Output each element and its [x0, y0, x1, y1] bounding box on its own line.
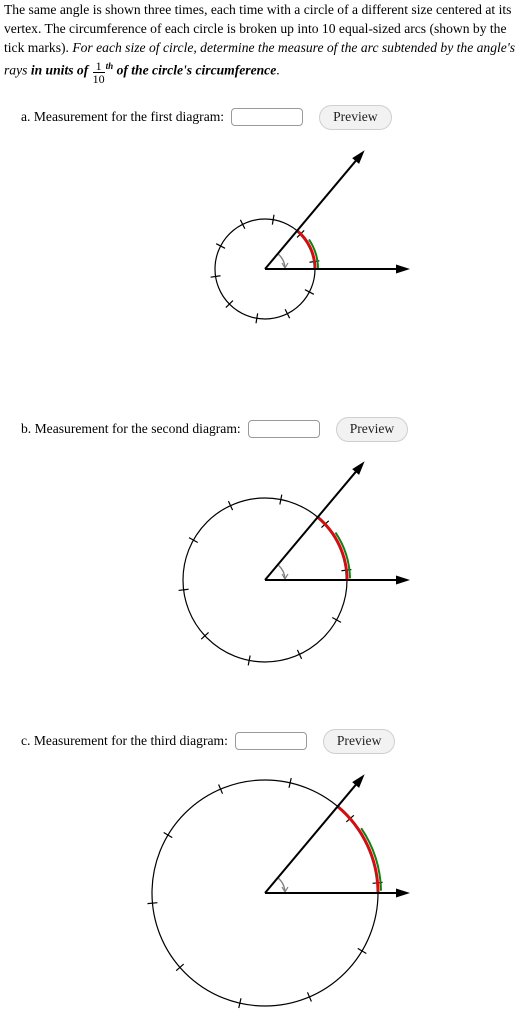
answer-a-input[interactable]: [231, 108, 303, 126]
tick-mark: [358, 948, 367, 953]
question-c-label: c. Measurement for the third diagram:: [21, 733, 228, 748]
tick-mark: [189, 538, 198, 543]
intro-bold-text-1: in units of: [30, 62, 89, 78]
tick-mark: [179, 589, 189, 590]
tick-mark: [216, 244, 225, 249]
question-b-label: b. Measurement for the second diagram:: [21, 421, 241, 436]
intro-end: .: [276, 62, 280, 78]
fraction-denominator: 10: [92, 71, 105, 86]
fraction-numerator: 1: [93, 60, 105, 73]
tick-mark: [297, 650, 301, 659]
horizontal-ray-arrowhead: [396, 889, 410, 898]
intro-text: The same angle is shown three times, each time with a circle of a different size centered at its vertex. The circumference of each circle is broken up into 10 equal-sized arcs (shown by the tick marks).: [4, 2, 512, 55]
tick-mark: [305, 290, 314, 295]
tick-mark: [332, 617, 341, 622]
answer-b-input[interactable]: [248, 420, 320, 438]
red-arc: [297, 231, 315, 269]
answer-c-input[interactable]: [235, 732, 307, 750]
third-angle-diagram: [0, 764, 521, 1024]
question-a: [21, 105, 392, 129]
fraction: [93, 60, 105, 85]
intro-italic-text: For each size of circle, determine the measure of the arc subtended by the angle's rays: [4, 40, 516, 78]
tick-mark: [256, 313, 258, 323]
tick-mark: [147, 903, 157, 904]
tick-mark: [164, 833, 173, 838]
horizontal-ray-arrowhead: [396, 576, 410, 585]
first-angle-diagram: [0, 140, 521, 340]
preview-b-button[interactable]: Preview: [336, 417, 409, 442]
fraction-suffix: th: [105, 61, 114, 71]
question-c: [21, 729, 395, 753]
tick-mark: [228, 501, 232, 510]
problem-statement: [4, 0, 516, 85]
tick-mark: [211, 276, 221, 277]
intro-bold-text-2: of the circle's circumference: [116, 62, 277, 78]
tick-mark: [285, 309, 289, 318]
question-b: [21, 417, 408, 441]
preview-c-button[interactable]: Preview: [323, 729, 396, 754]
tick-mark: [272, 215, 274, 225]
angled-ray: [265, 782, 358, 893]
second-angle-diagram: [0, 452, 521, 682]
horizontal-ray-arrowhead: [396, 265, 410, 274]
preview-a-button[interactable]: Preview: [319, 105, 392, 130]
question-a-label: a. Measurement for the first diagram:: [21, 109, 225, 124]
tick-mark: [240, 220, 244, 229]
